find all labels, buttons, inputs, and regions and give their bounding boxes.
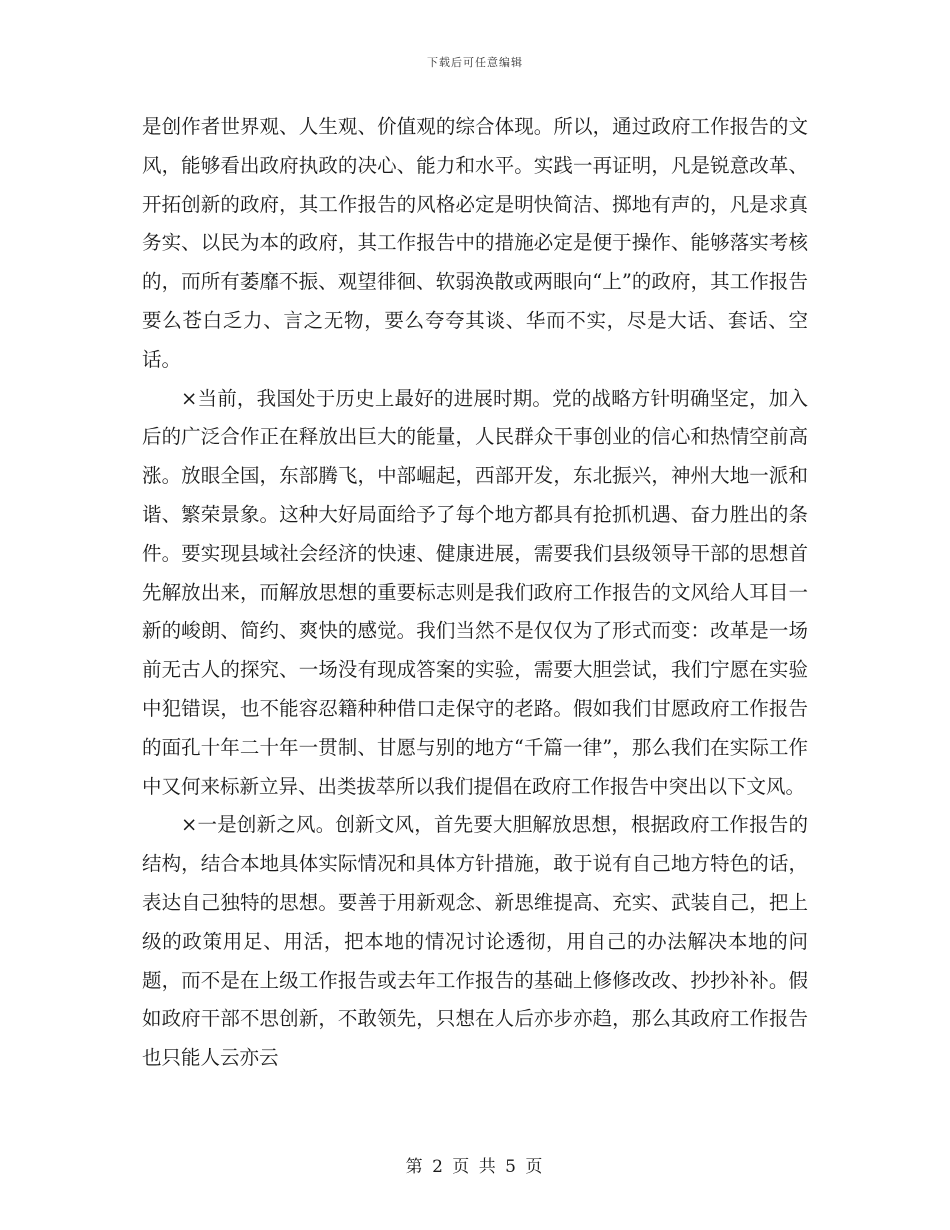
document-body [142, 108, 808, 1078]
header-note: 下载后可任意编辑 [427, 56, 523, 69]
paragraph-innovation: ×一是创新之风。创新文风，首先要大胆解放思想，根据政府工作报告的结构，结合本地具体实际情况和具体方针措施，敢于说有自己地方特色的话，表达自己独特的思想。要善于用新观念、新思维提高、充实、武装自己，把上级的政策用足、用活，把本地的情况讨论透彻，用自己的办法解决本地的问题，而不是在上级工作报告或去年工作报告的基础上修修改改、抄抄补补。假如政府干部不思创新，不敢领先，只想在人后亦步亦趋，那么其政府工作报告也只能人云亦云 [142, 813, 808, 1070]
paragraph-continuation: 是创作者世界观、人生观、价值观的综合体现。所以，通过政府工作报告的文风，能够看出政府执政的决心、能力和水平。实践一再证明，凡是锐意改革、开拓创新的政府，其工作报告的风格必定是明快简洁、掷地有声的，凡是求真务实、以民为本的政府，其工作报告中的措施必定是便于操作、能够落实考核的，而所有萎靡不振、观望徘徊、软弱涣散或两眼向“上”的政府，其工作报告要么苍白乏力、言之无物，要么夸夸其谈、华而不实，尽是大话、套话、空话。 [142, 115, 808, 371]
paragraph-current-situation: ×当前，我国处于历史上最好的进展时期。党的战略方针明确坚定，加入后的广泛合作正在释放出巨大的能量，人民群众干事创业的信心和热情空前高涨。放眼全国，东部腾飞，中部崛起，西部开发，东北振兴，神州大地一派和谐、繁荣景象。这种大好局面给予了每个地方都具有抢抓机遇、奋力胜出的条件。要实现县域社会经济的快速、健康进展，需要我们县级领导干部的思想首先解放出来，而解放思想的重要标志则是我们政府工作报告的文风给人耳目一新的峻朗、简约、爽快的感觉。我们当然不是仅仅为了形式而变：改革是一场前无古人的探究、一场没有现成答案的实验，需要大胆尝试，我们宁愿在实验中犯错误，也不能容忍籍种种借口走保守的老路。假如我们甘愿政府工作报告的面孔十年二十年一贯制、甘愿与别的地方“千篇一律”，那么我们在实际工作中又何来标新立异、出类拔萃所以我们提倡在政府工作报告中突出以下文风。 [142, 386, 808, 798]
page-number: 第 2 页 共 5 页 [405, 1157, 545, 1177]
